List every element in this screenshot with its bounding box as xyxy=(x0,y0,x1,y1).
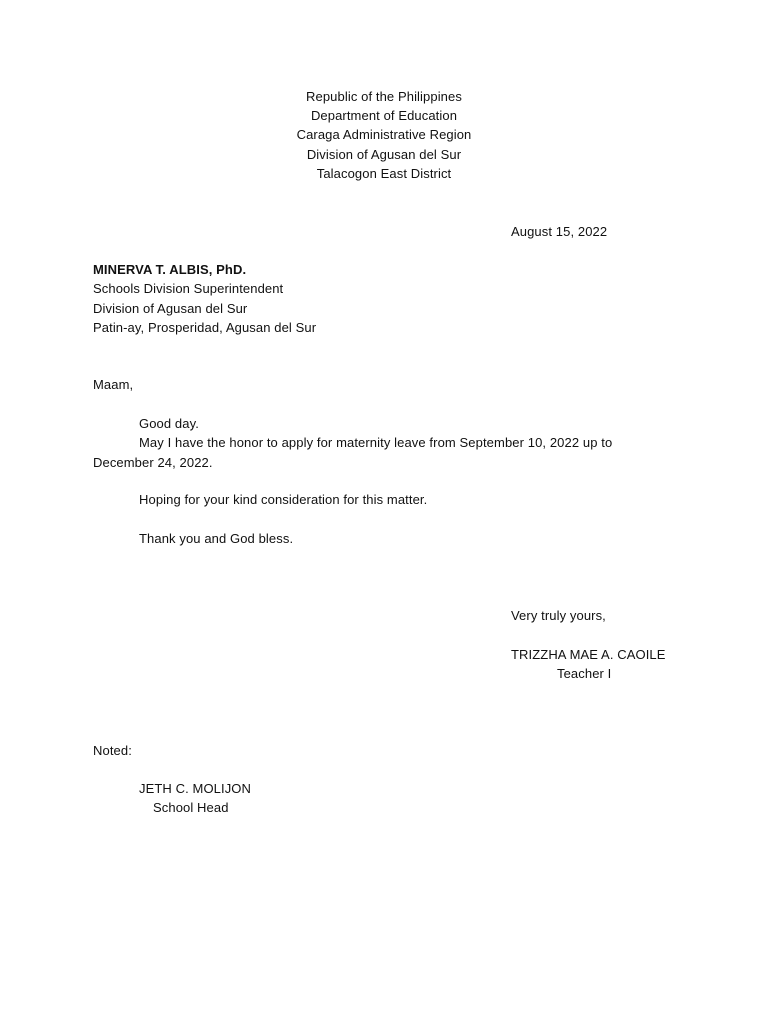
body-request-line2: December 24, 2022. xyxy=(93,455,213,470)
body-greeting: Good day. xyxy=(139,416,199,431)
body-thanks: Thank you and God bless. xyxy=(139,531,294,546)
body-hope: Hoping for your kind consideration for this matter. xyxy=(139,492,428,507)
noted-label: Noted: xyxy=(93,743,132,758)
noted-title: School Head xyxy=(153,800,229,815)
salutation: Maam, xyxy=(93,377,134,392)
letterhead-district: Talacogon East District xyxy=(316,166,452,181)
noted-name: JETH C. MOLIJON xyxy=(139,781,252,796)
signatory-title: Teacher I xyxy=(557,666,612,681)
letterhead-region: Caraga Administrative Region xyxy=(296,127,472,142)
recipient-title: Schools Division Superintendent xyxy=(93,281,284,296)
letterhead-department: Department of Education xyxy=(310,108,458,123)
valediction: Very truly yours, xyxy=(511,608,606,623)
letterhead-division: Division of Agusan del Sur xyxy=(306,147,462,162)
recipient-name: MINERVA T. ALBIS, PhD. xyxy=(93,262,247,277)
letterhead-country: Republic of the Philippines xyxy=(306,89,462,104)
signatory-name: TRIZZHA MAE A. CAOILE xyxy=(511,647,666,662)
body-request-line1: May I have the honor to apply for maternity leave from September 10, 2022 up to xyxy=(139,435,613,450)
recipient-address: Patin-ay, Prosperidad, Agusan del Sur xyxy=(93,320,317,335)
recipient-division: Division of Agusan del Sur xyxy=(93,301,248,316)
letter-date: August 15, 2022 xyxy=(511,224,608,239)
